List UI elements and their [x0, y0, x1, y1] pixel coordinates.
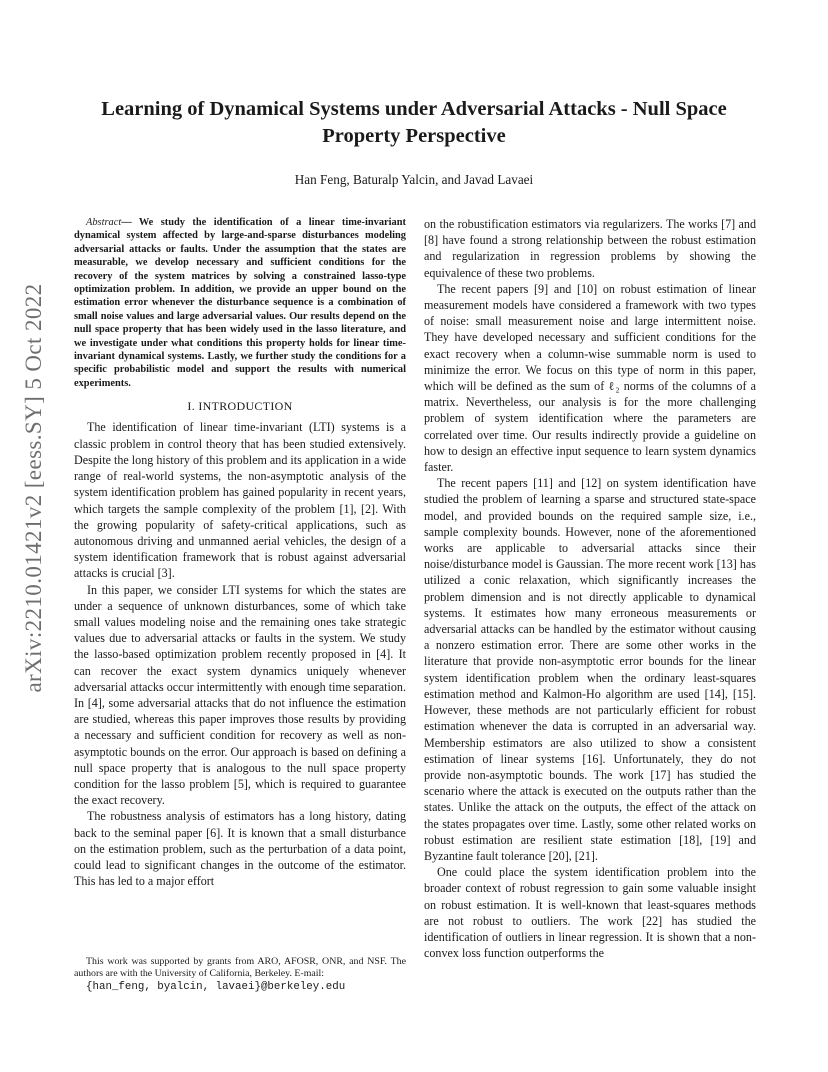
paragraph: The identification of linear time-invariant (LTI) systems is a classic problem in control theory that has been studied extensively. Despite the long history of this problem and its application in a wide range of real-world systems, the non-asymptotic analysis of the system identification problem has gained popularity in recent years, which targets the sample complexity of the problem [1], [2]. With the growing popularity of safety-critical applications, such as autonomous driving and unmanned aerial vehicles, the design of a system identification framework that is robust against adversarial attacks is crucial [3]. [74, 420, 406, 581]
paragraph: One could place the system identification problem into the broader context of robust regression to gain some valuable insight on robust estimation. It is well-known that least-squares methods are not robust to outliers. The work [22] has studied the identification of outliers in linear regression. It is shown that a non-convex loss function outperforms the [424, 865, 756, 961]
author-emails: {han_feng, byalcin, lavaei}@berkeley.edu [86, 980, 346, 993]
paragraph: on the robustification estimators via regularizers. The works [7] and [8] have found a strong relationship between the robust estimation and regularization in regression problems by showing the equivalence of these two problems. [424, 217, 756, 280]
arxiv-sidebar-stamp [20, 283, 48, 693]
abstract-text: We study the identification of a linear time-invariant dynamical system affected by large-and-sparse disturbances modeling adversarial attacks or faults. Under the assumption that the states are measurable, we develop necessary and sufficient conditions for the recovery of the system matrices by solving a constrained lasso-type optimization problem. In addition, we provide an upper bound on the estimation error whenever the disturbance sequence is a combination of small noise values and large adversarial values. Our results depend on the null space property that has been widely used in the lasso literature, and we investigate under what conditions this property holds for linear time-invariant dynamical systems. Lastly, we further study the conditions for a specific probabilistic model and support the results with numerical experiments. [74, 217, 406, 389]
paper-authors: Han Feng, Baturalp Yalcin, and Javad Lavaei [294, 172, 534, 187]
abstract-label: Abstract [86, 217, 122, 228]
paragraph: The robustness analysis of estimators has a long history, dating back to the seminal paper [6]. It is known that a small disturbance on the estimation problem, such as the perturbation of a data point, could lead to significant changes in the outcome of the estimator. This has led to a major effort [74, 809, 406, 889]
paragraph: In this paper, we consider LTI systems for which the states are under a sequence of unknown disturbances, some of which take small values modeling noise and the remaining ones take strategic values due to adversarial attacks or faults in the system. We study the lasso-based optimization problem recently proposed in [4]. It can recover the exact system dynamics uniquely whenever adversarial attacks occur intermittently with enough time separation. In [4], some adversarial attacks that do not influence the estimation are studied, whereas this paper improves those results by providing a necessary and sufficient condition for recovery as well as non-asymptotic bounds on the error. Our approach is based on defining a null space property that is analogous to the null space property condition for the lasso problem [5], which is required to guarantee the exact recovery. [74, 582, 406, 808]
paragraph: The recent papers [9] and [10] on robust estimation of linear measurement models have considered a framework with two types of noise: small measurement noise and large intermittent noise. They have developed necessary and sufficient conditions for the exact recovery when a column-wise summable norm is used to minimize the error. We focus on this type of norm in this paper, which will be defined as the sum of ℓ₂ norms of the columns of a matrix. Nevertheless, our analysis is for the more challenging problem of system identification where the parameters are correlated over time. Our results indirectly provide a guideline on how to design an effective input sequence to learn system dynamics faster. [424, 281, 756, 475]
right-column [424, 216, 756, 961]
arxiv-id: arXiv:2210.01421v2 [eess.SY] 5 Oct 2022 [21, 283, 46, 693]
left-column [74, 216, 406, 889]
footnote [74, 956, 406, 993]
paragraph: The recent papers [11] and [12] on system identification have studied the problem of learning a sparse and structured state-space model, and provided bounds on the required sample size, i.e., sample complexity bounds. However, none of the aforementioned works are applicable to adversarial attacks since their noise/disturbance model is Gaussian. The more recent work [13] has utilized a conic relaxation, which significantly increases the problem dimension and is not directly applicable to dynamical systems. It estimates how many erroneous measurements or adversarial attacks can be handled by the estimator without causing a nonzero estimation error. There are some other works in the literature that provide non-asymptotic error bounds for the linear system identification problem when the ordinary least-squares estimation method and Kalmon-Ho algorithm are used [14], [15]. However, these methods are not particularly efficient for robust estimation whenever the data is corrupted in an adversarial way. Membership estimators are also utilized to show a consistent estimation of linear systems [16]. Unfortunately, they do not provide non-asymptotic bounds. The work [17] has studied the scenario where the attack is executed on the outputs rather than the states. Unlike the attack on the outputs, the effect of the attack on the states propagates over time. Lastly, some other related works on robust estimation are resilient state estimation [18], [19] and Byzantine fault tolerance [20], [21]. [424, 476, 756, 863]
footnote-text: This work was supported by grants from ARO, AFOSR, ONR, and NSF. The authors are with the University of California, Berkeley. E-mail: [74, 956, 406, 980]
section-heading-introduction: I. INTRODUCTION [187, 399, 293, 414]
abstract: Abstract— We study the identification of a linear time-invariant dynamical system affected by large-and-sparse disturbances modeling adversarial attacks or faults. Under the assumption that the states are measurable, we develop necessary and sufficient conditions for the recovery of the system matrices by solving a constrained lasso-type optimization problem. In addition, we provide an upper bound on the estimation error whenever the disturbance sequence is a combination of small noise values and large adversarial values. Our results depend on the null space property that has been widely used in the lasso literature, and we investigate under what conditions this property holds for linear time-invariant dynamical systems. Lastly, we further study the conditions for a specific probabilistic model and support the results with numerical experiments. [74, 217, 406, 389]
paper-title: Learning of Dynamical Systems under Adversarial Attacks - Null Space Property Perspective [101, 98, 727, 147]
